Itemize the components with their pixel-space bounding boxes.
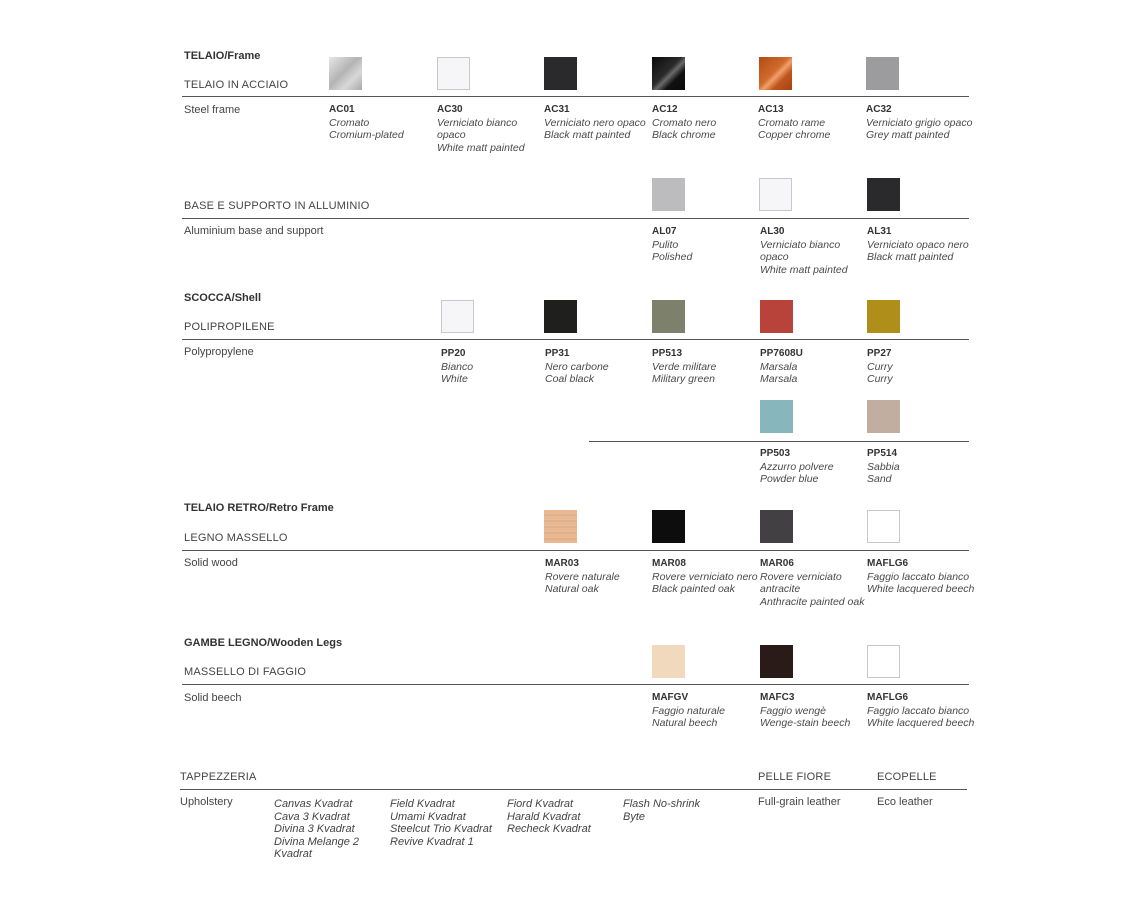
color-swatch-ac12 (652, 57, 685, 90)
finish-code: MAFLG6 (867, 692, 909, 703)
divider (182, 550, 969, 551)
finish-name-it: Pulito (652, 238, 679, 251)
finish-name-it: Verniciato nero opaco (544, 116, 646, 129)
finish-code: PP513 (652, 348, 683, 359)
finish-code: AL31 (867, 226, 892, 237)
swatch-label (544, 104, 652, 142)
fabric-name: Field Kvadrat (390, 798, 455, 810)
divider (180, 789, 967, 790)
subtitle-aluminium-base: BASE E SUPPORTO IN ALLUMINIO (184, 200, 370, 212)
finish-name-it: Cromato rame (758, 116, 826, 129)
label-upholstery: Upholstery (180, 796, 233, 808)
finish-name-en: Military green (652, 373, 716, 385)
swatch-label (760, 448, 868, 486)
label-eco-leather: Eco leather (877, 796, 933, 808)
finish-name-it: Verniciato bianco opaco (437, 116, 518, 141)
color-swatch-pp503 (760, 400, 793, 433)
label-full-grain-leather: Full-grain leather (758, 796, 841, 808)
color-swatch-maflg6 (867, 645, 900, 678)
swatch-label (867, 226, 975, 264)
finish-code: AC13 (758, 104, 784, 115)
finish-name-en: Black painted oak (652, 583, 735, 595)
label-solid-beech: Solid beech (184, 692, 242, 704)
swatch-label (758, 104, 866, 142)
swatch-label (760, 558, 868, 608)
color-swatch-mafc3 (760, 645, 793, 678)
color-swatch-mafgv (652, 645, 685, 678)
finish-name-it: Curry (867, 360, 893, 373)
swatch-label (545, 348, 653, 386)
subtitle-full-grain-leather: PELLE FIORE (758, 771, 832, 783)
divider (182, 684, 969, 685)
finish-name-en: Natural oak (545, 583, 599, 595)
fabric-name: Canvas Kvadrat (274, 798, 353, 810)
color-swatch-pp20 (441, 300, 474, 333)
swatch-label (867, 448, 975, 486)
swatch-label (437, 104, 545, 154)
finish-code: MAR03 (545, 558, 579, 569)
color-swatch-ac30 (437, 57, 470, 90)
fabric-name: Divina Melange 2 Kvadrat (274, 835, 359, 860)
finish-name-en: Anthracite painted oak (760, 595, 865, 608)
swatch-label (760, 692, 868, 730)
finish-name-it: Rovere naturale (545, 570, 620, 583)
section-title-shell: SCOCCA/Shell (184, 292, 262, 304)
finish-code: MAFLG6 (867, 558, 909, 569)
swatch-label (652, 226, 760, 264)
finish-name-it: Verniciato opaco nero (867, 238, 969, 251)
finish-name-en: Wenge-stain beech (760, 717, 851, 729)
fabric-column (390, 798, 505, 848)
fabric-name: Harald Kvadrat (507, 810, 581, 823)
fabric-name: Flash No-shrink (623, 798, 701, 810)
finish-name-it: Rovere verniciato nero (652, 570, 758, 583)
finish-name-it: Verniciato grigio opaco (866, 116, 973, 129)
finish-code: MAFGV (652, 692, 689, 703)
fabric-name: Revive Kvadrat 1 (390, 835, 474, 848)
finish-code: AC01 (329, 104, 355, 115)
finish-name-it: Bianco (441, 360, 474, 373)
finish-name-it: Cromato nero (652, 116, 717, 129)
finish-name-en: Grey matt painted (866, 129, 950, 141)
finish-name-en: Black matt painted (544, 129, 631, 141)
finish-code: AL30 (760, 226, 785, 237)
finish-name-en: White (441, 373, 468, 385)
finish-name-it: Verniciato bianco opaco (760, 238, 841, 263)
swatch-label (329, 104, 437, 142)
finish-code: AC31 (544, 104, 570, 115)
swatch-label (867, 348, 975, 386)
color-swatch-pp513 (652, 300, 685, 333)
subtitle-steel-frame: TELAIO IN ACCIAIO (184, 79, 289, 91)
section-title-upholstery: TAPPEZZERIA (180, 771, 257, 783)
divider (182, 96, 969, 97)
fabric-name: Recheck Kvadrat (507, 823, 591, 835)
divider (182, 339, 969, 340)
swatch-label (545, 558, 653, 596)
finish-name-en: Polished (652, 251, 693, 263)
color-swatch-ac01 (329, 57, 362, 90)
finish-name-en: Marsala (760, 373, 798, 385)
color-swatch-al31 (867, 178, 900, 211)
swatch-label (441, 348, 549, 386)
color-swatch-mar08 (652, 510, 685, 543)
section-title-frame: TELAIO/Frame (184, 50, 261, 62)
color-swatch-pp31 (544, 300, 577, 333)
finish-code: MAR06 (760, 558, 794, 569)
swatch-label (866, 104, 974, 142)
fabric-column (274, 798, 389, 861)
color-swatch-maflg6 (867, 510, 900, 543)
finish-name-it: Faggio laccato bianco (867, 704, 970, 717)
finish-name-it: Marsala (760, 360, 798, 373)
finish-name-en: Cromium-plated (329, 129, 404, 141)
finish-name-en: Natural beech (652, 717, 718, 729)
finish-code: PP503 (760, 448, 791, 459)
divider (182, 218, 969, 219)
finish-code: PP7608U (760, 348, 803, 359)
finish-name-it: Faggio wengè (760, 704, 826, 717)
color-swatch-ac31 (544, 57, 577, 90)
divider (589, 441, 969, 442)
subtitle-eco-leather: ECOPELLE (877, 771, 937, 783)
finish-code: MAFC3 (760, 692, 795, 703)
finish-name-it: Cromato (329, 116, 370, 129)
fabric-column (623, 798, 738, 823)
fabric-column (507, 798, 622, 836)
fabric-name: Divina 3 Kvadrat (274, 823, 355, 835)
label-aluminium-base: Aluminium base and support (184, 225, 324, 237)
finish-name-en: Black matt painted (867, 251, 954, 263)
swatch-label (867, 692, 975, 730)
fabric-name: Steelcut Trio Kvadrat (390, 823, 492, 835)
swatch-label (760, 226, 868, 276)
fabric-name: Byte (623, 810, 646, 823)
subtitle-solid-wood: LEGNO MASSELLO (184, 532, 288, 544)
finish-name-en: Copper chrome (758, 129, 831, 141)
finish-code: PP31 (545, 348, 570, 359)
finish-name-it: Sabbia (867, 460, 900, 473)
swatch-label (867, 558, 975, 596)
finish-name-en: White matt painted (437, 141, 525, 154)
color-swatch-al07 (652, 178, 685, 211)
color-swatch-al30 (759, 178, 792, 211)
finish-code: PP514 (867, 448, 898, 459)
finish-name-en: Curry (867, 373, 893, 385)
finish-name-it: Nero carbone (545, 360, 609, 373)
label-solid-wood: Solid wood (184, 557, 238, 569)
finish-name-en: White matt painted (760, 263, 848, 276)
swatch-label (652, 558, 760, 596)
color-swatch-pp7608u (760, 300, 793, 333)
fabric-name: Fiord Kvadrat (507, 798, 574, 810)
color-swatch-pp27 (867, 300, 900, 333)
section-title-retro-frame: TELAIO RETRO/Retro Frame (184, 502, 334, 514)
finish-code: PP20 (441, 348, 466, 359)
finish-code: MAR08 (652, 558, 686, 569)
finish-code: AC32 (866, 104, 892, 115)
label-steel-frame: Steel frame (184, 104, 241, 116)
finish-name-it: Faggio naturale (652, 704, 725, 717)
finish-code: AC12 (652, 104, 678, 115)
subtitle-polypropylene: POLIPROPILENE (184, 321, 275, 333)
finish-name-it: Rovere verniciato antracite (760, 570, 842, 595)
swatch-label (652, 104, 760, 142)
finish-name-it: Verde militare (652, 360, 717, 373)
fabric-name: Umami Kvadrat (390, 810, 466, 823)
section-title-wooden-legs: GAMBE LEGNO/Wooden Legs (184, 637, 343, 649)
color-swatch-ac13 (759, 57, 792, 90)
subtitle-solid-beech: MASSELLO DI FAGGIO (184, 666, 307, 678)
fabric-name: Cava 3 Kvadrat (274, 810, 350, 823)
finish-name-en: Powder blue (760, 473, 819, 485)
color-swatch-mar03 (544, 510, 577, 543)
label-polypropylene: Polypropylene (184, 346, 254, 358)
finish-code: AL07 (652, 226, 677, 237)
swatch-label (652, 348, 760, 386)
color-swatch-ac32 (866, 57, 899, 90)
finish-code: PP27 (867, 348, 892, 359)
finish-name-it: Azzurro polvere (760, 460, 834, 473)
finish-name-en: Sand (867, 473, 892, 485)
finish-name-en: Black chrome (652, 129, 716, 141)
finish-name-en: Coal black (545, 373, 595, 385)
color-swatch-mar06 (760, 510, 793, 543)
color-swatch-pp514 (867, 400, 900, 433)
swatch-label (652, 692, 760, 730)
swatch-label (760, 348, 868, 386)
finish-name-en: White lacquered beech (867, 717, 975, 729)
finish-name-en: White lacquered beech (867, 583, 975, 595)
finish-name-it: Faggio laccato bianco (867, 570, 970, 583)
finish-code: AC30 (437, 104, 463, 115)
